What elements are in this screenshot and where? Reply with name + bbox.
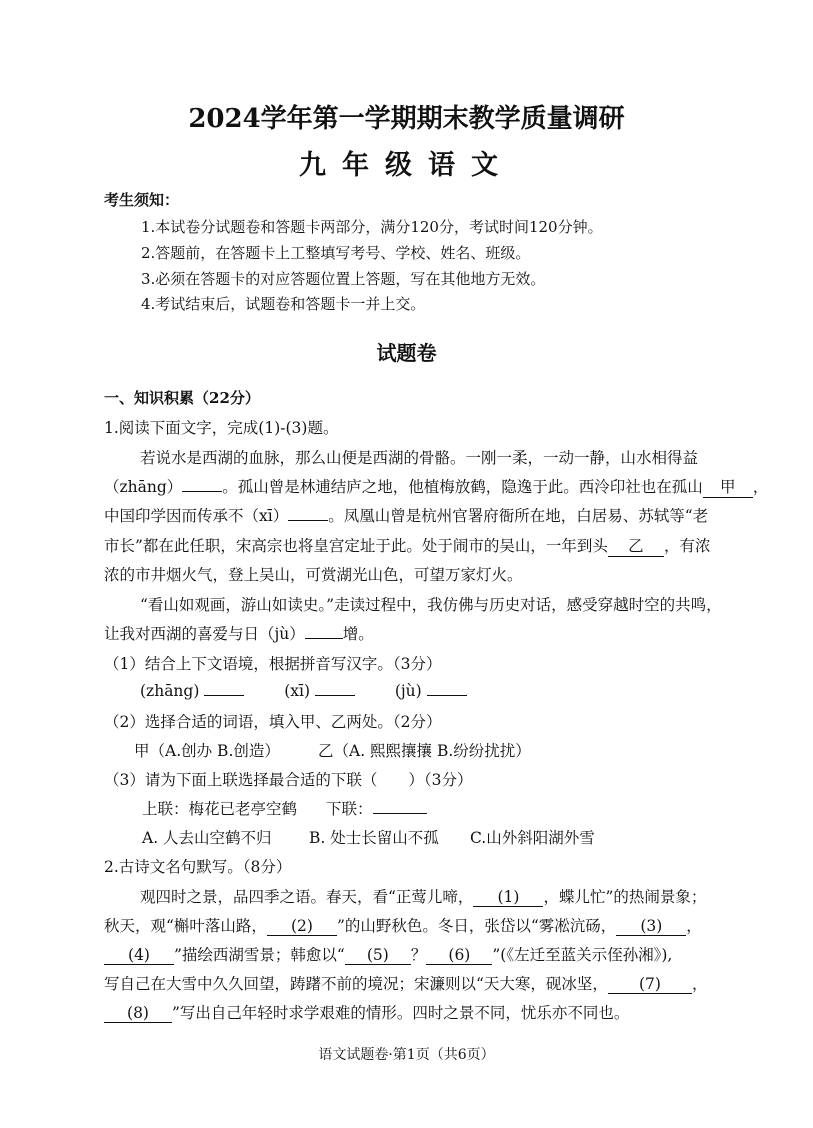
q2-text: ”描绘西湖雪景；韩愈以“ [174,946,345,964]
question-2-line [104,1001,629,1023]
passage-text: ，有浓 [663,537,711,555]
answer-blank [288,506,328,521]
mark-jia: 甲 [703,475,753,498]
q2-text: ， [691,975,708,993]
exam-title: 2024学年第一学期期末教学质量调研 [188,104,625,134]
mark-yi: 乙 [608,534,664,557]
section-title: 试题卷 [376,341,437,365]
pinyin-label: (xī) [284,682,310,700]
option-b: B. 处士长留山不孤 [309,829,439,847]
notice-item: 1.本试卷分试题卷和答题卡两部分，满分120分，考试时间120分钟。 [141,218,603,236]
notice-heading: 考生须知： [104,191,180,209]
passage-text: ， [752,478,769,496]
q2-text: ”的山野秋色。冬日，张岱以“雾凇沆砀， [336,917,617,935]
question-2-line [104,943,672,965]
option-a: A. 人去山空鹤不归 [142,829,272,847]
pinyin-label: (jù) [394,682,422,700]
passage-line: 若说水是西湖的血脉，那么山便是西湖的骨骼。一刚一柔，一动一静，山水相得益 [140,449,699,467]
answer-blank [204,681,244,696]
q2-text: ”写出自己年轻时求学艰难的情形。四时之景不同，忧乐亦不同也。 [172,1004,630,1022]
blank-7: (7) [608,975,692,994]
page-footer: 语文试题卷·第1页（共6页） [318,1047,495,1063]
answer-blank [315,681,355,696]
couplet-upper: 上联：梅花已老亭空鹤 [142,800,298,818]
passage-text: 。凤凰山曾是杭州官署府衙所在地，白居易、苏轼等“老 [328,507,709,525]
q2-text: ？ [410,946,427,964]
passage-text: 中国印学因而传承不（xī） [104,507,289,525]
blank-4: (4) [104,946,174,965]
passage-line [104,475,768,498]
notice-item: 3.必须在答题卡的对应答题位置上答题，写在其他地方无效。 [141,270,546,288]
sub-question-3: （3）请为下面上联选择最合适的下联（ ）（3分） [104,771,473,789]
passage-text: 。孤山曾是林逋结庐之地，他植梅放鹤，隐逸于此。西泠印社也在孤山 [222,478,703,496]
passage-line: “看山如观画，游山如读史。”走读过程中，我仿佛与历史对话，感受穿越时空的共鸣， [140,596,722,614]
question-2-line [104,914,702,936]
answer-blank [373,799,427,814]
blank-5: (5) [345,946,411,965]
couplet-lower-label: 下联： [326,800,373,818]
answer-blank [182,477,222,492]
answer-blank [427,681,467,696]
passage-line [104,622,374,644]
notice-item: 4.考试结束后，试题卷和答题卡一并上交。 [141,295,426,313]
sub-question-2: （2）选择合适的词语，填入甲、乙两处。（2分） [104,713,442,731]
pinyin-answer-row [140,681,467,700]
passage-text: 增。 [342,625,374,643]
passage-line [104,534,710,557]
question-2-line [104,972,707,994]
blank-8: (8) [104,1004,172,1023]
passage-text: 让我对西湖的喜爱与日（jù） [104,625,305,643]
pinyin-label: (zhāng) [140,682,200,700]
q2-text: ， [686,917,702,935]
q2-text: ，蝶儿忙”的热闹景象； [543,888,707,906]
part-heading: 一、知识积累（22分） [104,389,260,407]
q2-text: 秋天，观“槲叶落山路， [104,917,267,935]
q2-text: 写自己在大雪中久久回望，踌躇不前的境况；宋濂则以“天大寒，砚冰坚， [104,975,608,993]
q2-text: 观四时之景，品四季之语。春天，看“正莺儿啼， [140,888,474,906]
passage-text: 市长”都在此任职，宋高宗也将皇宫定址于此。处于闹市的吴山，一年到头 [104,537,608,555]
option-c: C.山外斜阳湖外雪 [470,829,595,847]
blank-1: (1) [473,888,543,907]
passage-line [104,504,708,526]
question-1-intro: 1.阅读下面文字，完成(1)-(3)题。 [104,419,339,437]
notice-item: 2.答题前，在答题卡上工整填写考号、学校、姓名、班级。 [141,244,531,262]
pinyin-text: （zhāng） [104,478,183,496]
q2-text: ”(《左迁至蓝关示侄孙湘》), [492,946,673,964]
yi-options: 乙（A. 熙熙攘攘 B.纷纷扰扰） [318,742,531,760]
question-2-line [140,885,706,907]
jia-options: 甲（A.创办 B.创造） [134,742,280,760]
answer-blank [305,624,343,639]
passage-line: 浓的市井烟火气，登上吴山，可赏湖光山色，可望万家灯火。 [104,566,523,584]
sub-question-1: （1）结合上下文语境，根据拼音写汉字。（3分） [104,655,442,673]
couplet-lower [326,797,427,819]
blank-2: (2) [267,917,337,936]
question-2-intro: 2.古诗文名句默写。（8分） [104,858,292,876]
blank-3: (3) [616,917,686,936]
exam-subtitle: 九年级语文 [299,150,514,181]
blank-6: (6) [426,946,492,965]
